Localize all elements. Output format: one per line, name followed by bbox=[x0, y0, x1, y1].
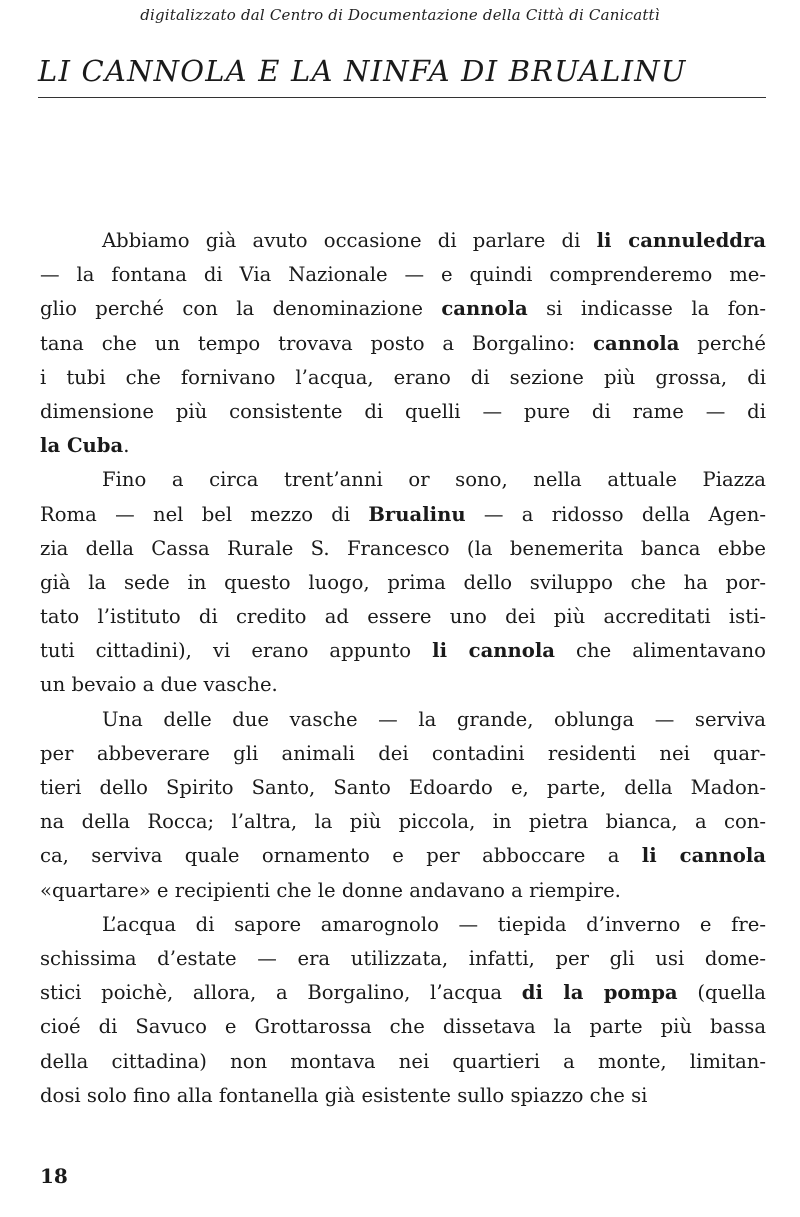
text-line bbox=[40, 395, 766, 429]
text-run: Fino a circa trent’anni or sono, nella attuale Piazza bbox=[102, 468, 766, 492]
text-line bbox=[40, 498, 766, 532]
text-line bbox=[40, 1010, 766, 1044]
page-number: 18 bbox=[40, 1164, 68, 1188]
text-line bbox=[40, 1045, 766, 1079]
text-run: stici poichè, allora, a Borgalino, l’acqua bbox=[40, 981, 522, 1005]
text-line bbox=[40, 634, 766, 668]
text-run: glio perché con la denominazione bbox=[40, 297, 442, 321]
text-line bbox=[40, 429, 766, 463]
text-run: cioé di Savuco e Grottarossa che dissetava la parte più bassa bbox=[40, 1015, 766, 1039]
bold-term: di la pompa bbox=[521, 981, 678, 1005]
text-line bbox=[40, 224, 766, 258]
text-run: perché bbox=[679, 331, 766, 355]
text-line bbox=[40, 1079, 766, 1113]
text-line bbox=[40, 942, 766, 976]
text-run: della cittadina) non montava nei quartieri a monte, limitan- bbox=[40, 1049, 766, 1073]
text-run: tato l’istituto di credito ad essere uno dei più accreditati isti- bbox=[40, 605, 766, 629]
text-run: — a ridosso della Agen- bbox=[465, 502, 766, 526]
bold-term: la Cuba bbox=[40, 434, 124, 458]
text-run: na della Rocca; l’altra, la più piccola, in pietra bianca, a con- bbox=[40, 810, 766, 834]
text-run: già la sede in questo luogo, prima dello sviluppo che ha por- bbox=[40, 570, 766, 594]
bold-term: cannola bbox=[441, 297, 528, 321]
bold-term: li cannola bbox=[432, 639, 555, 663]
bold-term: li cannuleddra bbox=[596, 229, 766, 252]
text-run: dosi solo fino alla fontanella già esistente sullo spiazzo che si bbox=[40, 1083, 648, 1107]
text-run: tieri dello Spirito Santo, Santo Edoardo e, parte, della Madon- bbox=[40, 776, 766, 799]
text-run: si indicasse la fon- bbox=[527, 297, 766, 321]
text-line bbox=[40, 463, 766, 497]
text-run: Roma — nel bel mezzo di bbox=[40, 502, 369, 526]
paragraph bbox=[40, 703, 766, 908]
text-line bbox=[40, 703, 766, 737]
text-run: Una delle due vasche — la grande, oblunga — serviva bbox=[102, 707, 766, 731]
text-line bbox=[40, 805, 766, 839]
paragraph bbox=[40, 224, 766, 463]
bold-term: cannola bbox=[593, 331, 680, 355]
text-run: che alimentavano bbox=[554, 639, 766, 663]
text-line bbox=[40, 361, 766, 395]
text-line bbox=[40, 566, 766, 600]
text-line bbox=[40, 839, 766, 873]
text-run: schissima d’estate — era utilizzata, infatti, per gli usi dome- bbox=[40, 946, 766, 970]
text-line bbox=[40, 600, 766, 634]
text-run: (quella bbox=[677, 981, 766, 1005]
text-line bbox=[40, 258, 766, 292]
text-line bbox=[40, 908, 766, 942]
text-run: tuti cittadini), vi erano appunto bbox=[40, 639, 433, 663]
text-run: . bbox=[123, 434, 130, 458]
text-line bbox=[40, 874, 766, 908]
text-run: «quartare» e recipienti che le donne andavano a riempire. bbox=[40, 878, 621, 902]
text-run: i tubi che fornivano l’acqua, erano di sezione più grossa, di bbox=[40, 365, 766, 389]
text-run: dimensione più consistente di quelli — pure di rame — di bbox=[40, 399, 766, 423]
text-run: Abbiamo già avuto occasione di parlare di bbox=[102, 229, 597, 252]
text-line bbox=[40, 976, 766, 1010]
text-run: zia della Cassa Rurale S. Francesco (la benemerita banca ebbe bbox=[40, 536, 766, 560]
chapter-title: LI CANNOLA E LA NINFA DI BRUALINU bbox=[38, 54, 687, 88]
text-run: un bevaio a due vasche. bbox=[40, 673, 278, 697]
text-run: L’acqua di sapore amarognolo — tiepida d’inverno e fre- bbox=[102, 912, 766, 936]
text-line bbox=[40, 771, 766, 805]
text-run: per abbeverare gli animali dei contadini residenti nei quar- bbox=[40, 741, 766, 765]
paragraph bbox=[40, 908, 766, 1113]
text-line bbox=[40, 532, 766, 566]
body-text bbox=[40, 224, 766, 1113]
bold-term: Brualinu bbox=[368, 502, 466, 526]
paragraph bbox=[40, 463, 766, 702]
digitization-watermark: digitalizzato dal Centro di Documentazione della Città di Canicattì bbox=[140, 6, 660, 24]
text-run: tana che un tempo trovava posto a Borgalino: bbox=[40, 331, 594, 355]
text-line bbox=[40, 292, 766, 326]
bold-term: li cannola bbox=[641, 844, 766, 868]
text-run: — la fontana di Via Nazionale — e quindi comprenderemo me- bbox=[40, 263, 766, 287]
text-line bbox=[40, 327, 766, 361]
text-line bbox=[40, 737, 766, 771]
text-line bbox=[40, 668, 766, 702]
title-divider bbox=[38, 97, 766, 98]
text-run: ca, serviva quale ornamento e per abboccare a bbox=[40, 844, 642, 868]
